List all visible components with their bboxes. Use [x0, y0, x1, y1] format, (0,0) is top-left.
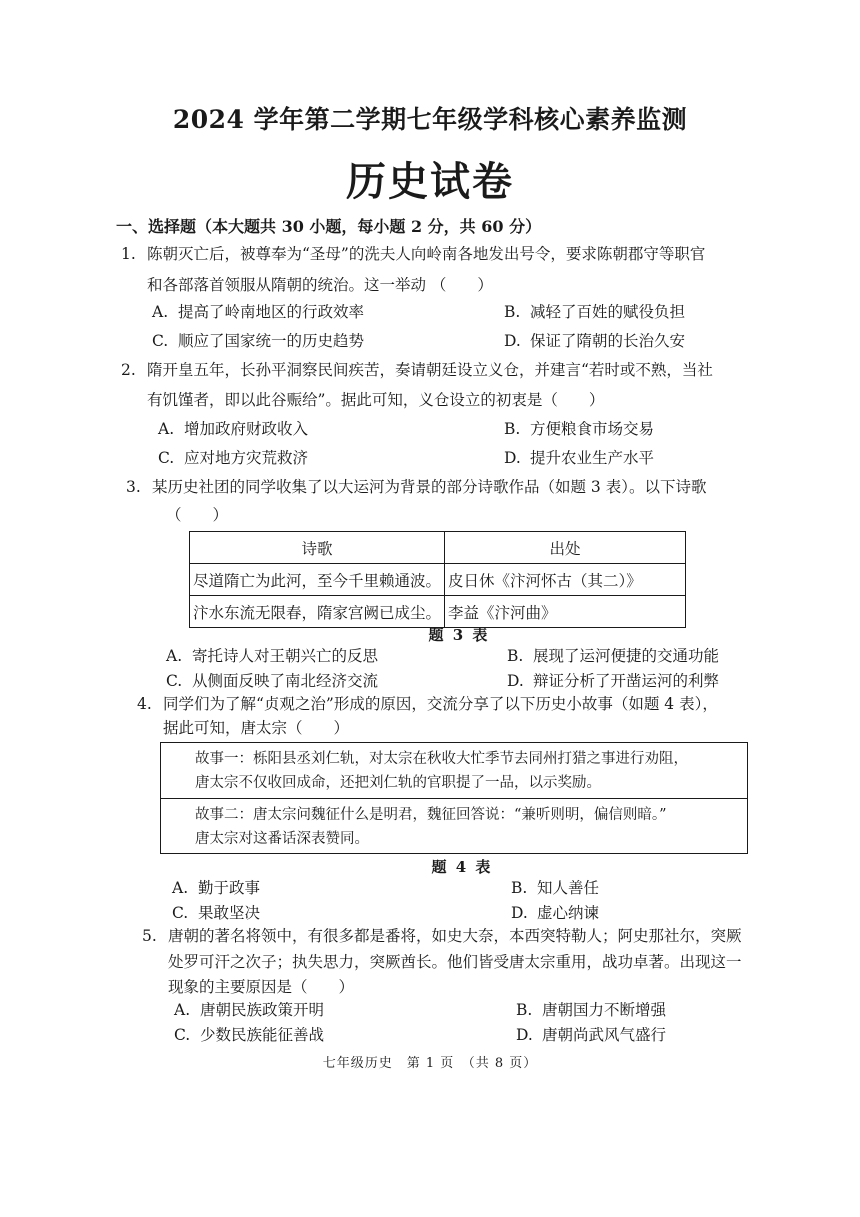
q3-option-b: B. 展现了运河便捷的交通功能 [507, 647, 720, 665]
q2-option-b: B. 方便粮食市场交易 [504, 420, 655, 438]
table-row [190, 596, 686, 628]
table-cell: 皮日休《汴河怀古（其二）》 [445, 564, 686, 596]
table-cell: 尽道隋亡为此河，至今千里赖通波。 [190, 564, 445, 596]
question-5-line-1: 5. 唐朝的著名将领中，有很多都是番将，如史大奈，本西突特勒人；阿史那社尔，突厥 [142, 921, 742, 952]
q3-option-c: C. 从侧面反映了南北经济交流 [166, 672, 379, 690]
page-footer: 七年级历史 第 1 页 （共 8 页） [322, 1056, 538, 1071]
question-number: 5. [142, 927, 157, 945]
q4-option-c: C. 果敢坚决 [172, 904, 261, 922]
q4-option-d: D. 虚心纳谏 [511, 904, 600, 922]
q5-option-a: A. 唐朝民族政策开明 [174, 1001, 325, 1019]
q4-option-b: B. 知人善任 [511, 879, 600, 897]
story-table [160, 742, 748, 854]
question-4-line-2: 据此可知，唐太宗（ ） [163, 719, 350, 737]
q1-option-b: B. 减轻了百姓的赋役负担 [504, 303, 686, 321]
question-5-line-3: 现象的主要原因是（ ） [168, 978, 355, 996]
table-header-row [190, 532, 686, 564]
question-2-line-2: 有饥馑者，即以此谷赈给”。据此可知，义仓设立的初衷是（ ） [147, 391, 605, 409]
table-cell: 李益《汴河曲》 [445, 596, 686, 628]
q1-option-a: A. 提高了岭南地区的行政效率 [152, 303, 365, 321]
section-heading: 一、选择题（本大题共 30 小题，每小题 2 分，共 60 分） [116, 217, 542, 236]
subject-title: 历史试卷 [346, 158, 514, 205]
table-3-caption: 题 3 表 [428, 626, 490, 644]
table-header-cell: 出处 [445, 532, 686, 564]
q4-option-a: A. 勤于政事 [172, 879, 261, 897]
question-1-line-2: 和各部落首领服从隋朝的统治。这一举动 （ ） [147, 276, 493, 294]
question-number: 1. [121, 245, 136, 263]
question-number: 4. [137, 695, 152, 713]
table-4-caption: 题 4 表 [431, 858, 493, 876]
question-1-line-1: 1. 陈朝灭亡后，被尊奉为“圣母”的洗夫人向岭南各地发出号令，要求陈朝郡守等职官 [121, 239, 705, 270]
q1-option-c: C. 顺应了国家统一的历史趋势 [152, 332, 365, 350]
q3-option-a: A. 寄托诗人对王朝兴亡的反思 [166, 647, 379, 665]
q3-option-d: D. 辩证分析了开凿运河的利弊 [507, 672, 720, 690]
question-5-line-2: 处罗可汗之次子；执失思力，突厥酋长。他们皆受唐太宗重用，战功卓著。出现这一 [168, 953, 742, 971]
q2-option-a: A. 增加政府财政收入 [158, 420, 309, 438]
table-header-cell: 诗歌 [190, 532, 445, 564]
q5-option-d: D. 唐朝尚武风气盛行 [516, 1026, 667, 1044]
table-row [190, 564, 686, 596]
question-number: 2. [121, 361, 136, 379]
q2-option-c: C. 应对地方灾荒救济 [158, 449, 309, 467]
table-cell: 汴水东流无限春，隋家宫阙已成尘。 [190, 596, 445, 628]
exam-title: 2024 学年第二学期七年级学科核心素养监测 [172, 105, 688, 134]
question-3-line-2: （ ） [166, 506, 229, 524]
q2-option-d: D. 提升农业生产水平 [504, 449, 655, 467]
q5-option-b: B. 唐朝国力不断增强 [516, 1001, 667, 1019]
q5-option-c: C. 少数民族能征善战 [174, 1026, 325, 1044]
question-2-line-1: 2. 隋开皇五年，长孙平洞察民间疾苦，奏请朝廷设立义仓，并建言“若时或不熟，当社 [121, 355, 713, 386]
q1-option-d: D. 保证了隋朝的长治久安 [504, 332, 686, 350]
poem-table [189, 531, 686, 628]
question-4-line-1: 4. 同学们为了解“贞观之治”形成的原因，交流分享了以下历史小故事（如题 4 表）， [137, 689, 718, 720]
story-2: 故事二：唐太宗问魏征什么是明君，魏征回答说：“兼听则明，偏信则暗。” 唐太宗对这番话深表赞同。 [195, 807, 667, 847]
question-number: 3. [126, 478, 141, 496]
story-1: 故事一：栎阳县丞刘仁轨，对太宗在秋收大忙季节去同州打猎之事进行劝阻， 唐太宗不仅收回成命，还把刘仁轨的官职提了一品，以示奖励。 [161, 743, 747, 799]
question-3-line-1: 3. 某历史社团的同学收集了以大运河为背景的部分诗歌作品（如题 3 表）。以下诗歌 [126, 472, 706, 503]
